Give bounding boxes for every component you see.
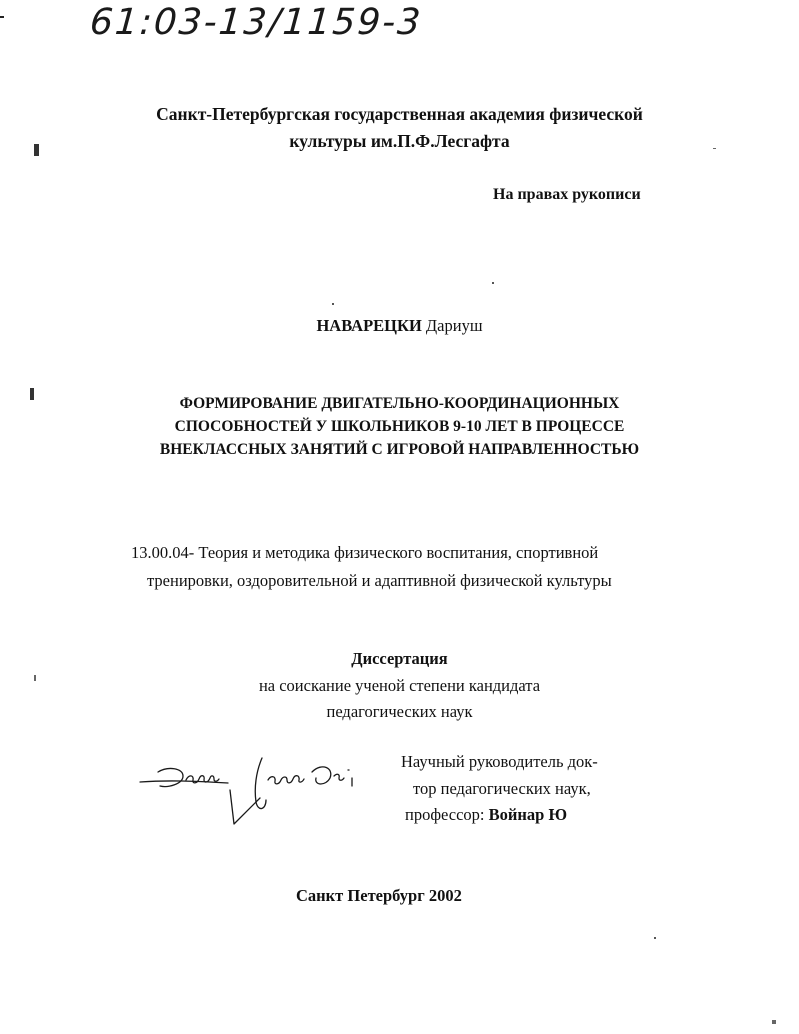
rights-note: На правах рукописи — [493, 186, 641, 203]
supervisor-title: профессор: — [405, 805, 485, 824]
supervisor-line-3 — [405, 805, 567, 825]
title-line-2: СПОСОБНОСТЕЙ У ШКОЛЬНИКОВ 9-10 ЛЕТ В ПРОЦЕССЕ — [174, 418, 625, 435]
specialty-line-2: тренировки, оздоровительной и адаптивной физической культуры — [147, 571, 612, 590]
scan-speck — [30, 388, 34, 400]
scan-speck — [0, 16, 4, 18]
supervisor-line-1: Научный руководитель док- — [401, 752, 598, 771]
institution-line-1: Санкт-Петербургская государственная академия физической — [156, 104, 643, 124]
signature-drawing — [138, 752, 368, 832]
scan-speck — [772, 1020, 776, 1024]
dissertation-line-1: на соискание ученой степени кандидата — [258, 676, 541, 695]
scan-speck — [34, 144, 39, 156]
author-given-name: Дариуш — [425, 316, 483, 335]
scan-speck — [332, 303, 334, 305]
scan-speck — [713, 148, 716, 149]
handwritten-signature — [138, 752, 368, 837]
archive-number: 61:03-13/1159-3 — [88, 2, 424, 43]
dissertation-heading: Диссертация — [351, 649, 448, 668]
scan-speck — [34, 675, 36, 681]
city-year: Санкт Петербург 2002 — [296, 886, 462, 905]
title-line-1: ФОРМИРОВАНИЕ ДВИГАТЕЛЬНО-КООРДИНАЦИОННЫХ — [179, 395, 620, 412]
title-line-3: ВНЕКЛАССНЫХ ЗАНЯТИЙ С ИГРОВОЙ НАПРАВЛЕННОСТЬЮ — [159, 441, 640, 458]
author-surname: НАВАРЕЦКИ — [316, 316, 422, 335]
author-name — [0, 316, 799, 336]
scan-speck — [654, 937, 656, 939]
supervisor-line-2: тор педагогических наук, — [413, 779, 591, 798]
dissertation-line-2: педагогических наук — [326, 702, 473, 721]
specialty-line-1: 13.00.04- Теория и методика физического воспитания, спортивной — [131, 543, 599, 562]
supervisor-name: Войнар Ю — [488, 805, 568, 824]
scan-speck — [492, 282, 494, 284]
institution-line-2: культуры им.П.Ф.Лесгафта — [289, 131, 510, 151]
